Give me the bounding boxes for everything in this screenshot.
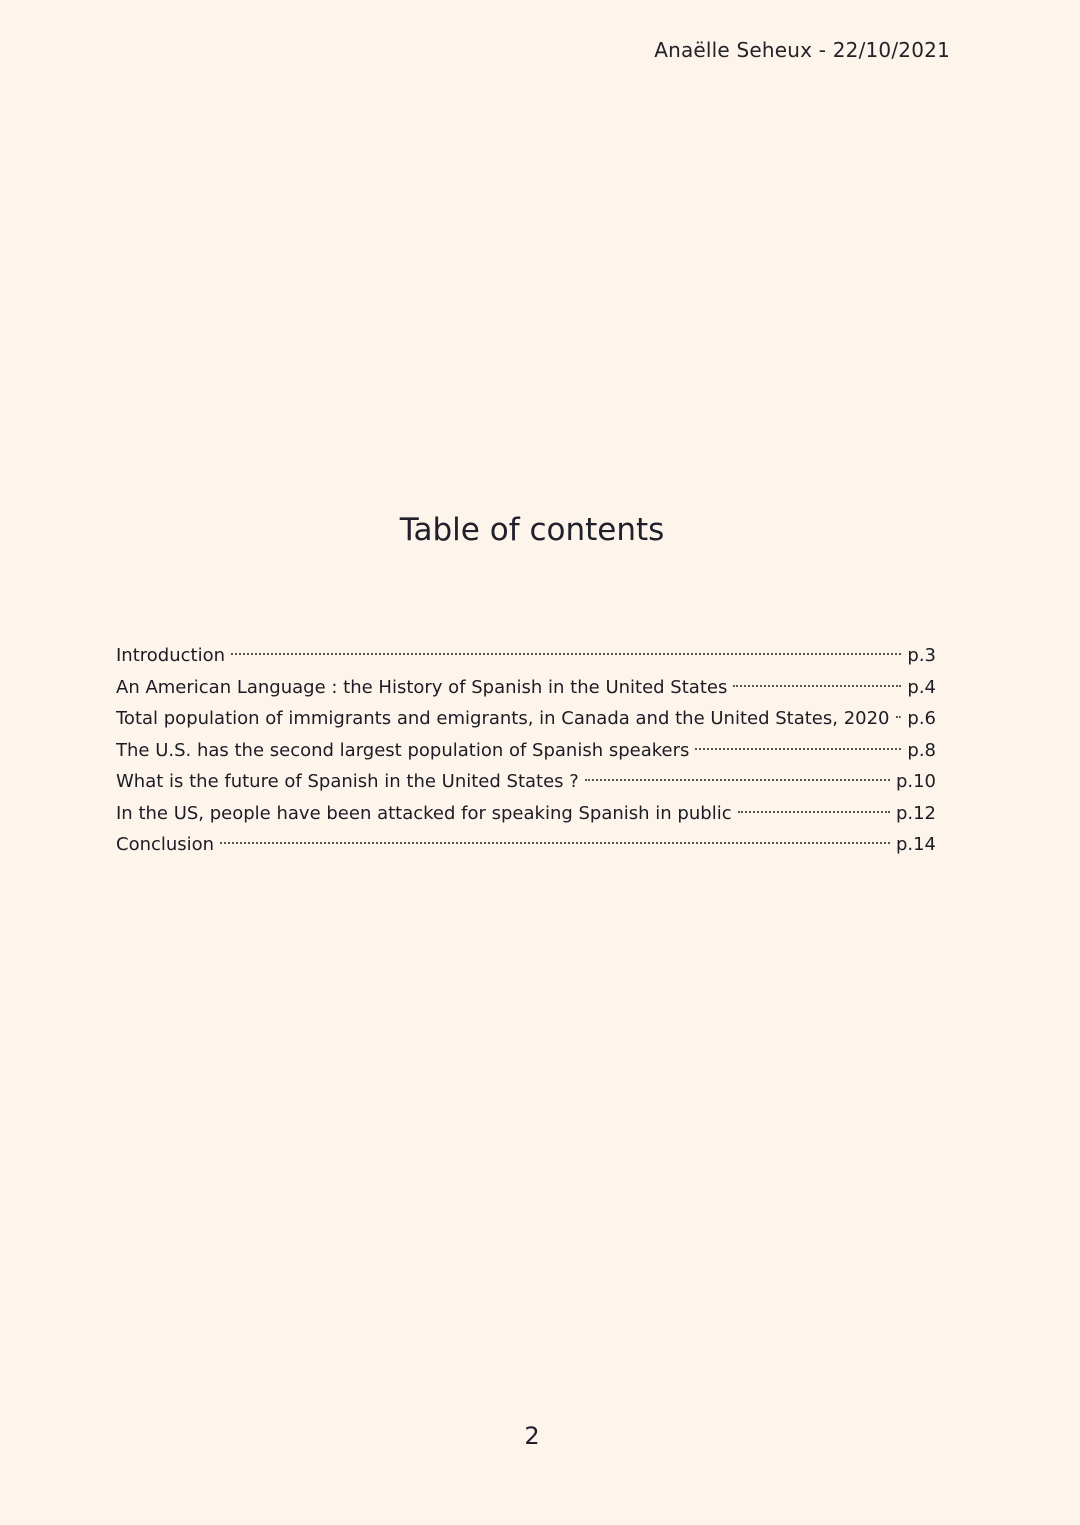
toc-dot-leader	[738, 811, 890, 813]
toc-dot-leader	[896, 716, 902, 718]
toc-entry-page: p.8	[907, 739, 936, 761]
toc-entry-spanish-speakers[interactable]	[116, 735, 936, 767]
toc-dot-leader	[733, 685, 901, 687]
toc-entry-page: p.14	[895, 834, 936, 855]
toc-entry-page: p.12	[895, 802, 936, 824]
toc-entry-title: An American Language : the History of Spanish in the United States	[116, 676, 728, 698]
toc-entry-page: p.3	[907, 645, 936, 666]
toc-dot-leader	[695, 748, 901, 750]
toc-entry-conclusion[interactable]	[116, 829, 936, 861]
header-author-date: Anaëlle Seheux - 22/10/2021	[654, 38, 950, 62]
toc-entry-title: In the US, people have been attacked for speaking Spanish in public	[116, 802, 732, 824]
toc-entry-history-of-spanish[interactable]	[116, 672, 936, 704]
toc-entry-introduction[interactable]	[116, 640, 936, 672]
toc-dot-leader	[220, 842, 890, 844]
toc-entry-title: The U.S. has the second largest population of Spanish speakers	[116, 739, 690, 761]
page-title: Table of contents	[399, 512, 665, 548]
toc-entry-page: p.4	[907, 676, 936, 698]
toc-entry-title: Conclusion	[116, 834, 215, 855]
toc-entry-page: p.6	[907, 708, 936, 729]
toc-dot-leader	[585, 779, 890, 781]
toc-entry-page: p.10	[895, 771, 936, 792]
toc-entry-future-of-spanish[interactable]	[116, 766, 936, 798]
table-of-contents	[116, 640, 936, 861]
toc-entry-title: What is the future of Spanish in the United States ?	[116, 771, 579, 792]
page-number: 2	[524, 1422, 540, 1450]
toc-entry-population[interactable]	[116, 703, 936, 735]
toc-entry-attacks[interactable]	[116, 798, 936, 830]
toc-dot-leader	[231, 653, 901, 655]
toc-entry-title: Total population of immigrants and emigrants, in Canada and the United States, 2020	[116, 708, 890, 729]
toc-entry-title: Introduction	[116, 645, 226, 666]
